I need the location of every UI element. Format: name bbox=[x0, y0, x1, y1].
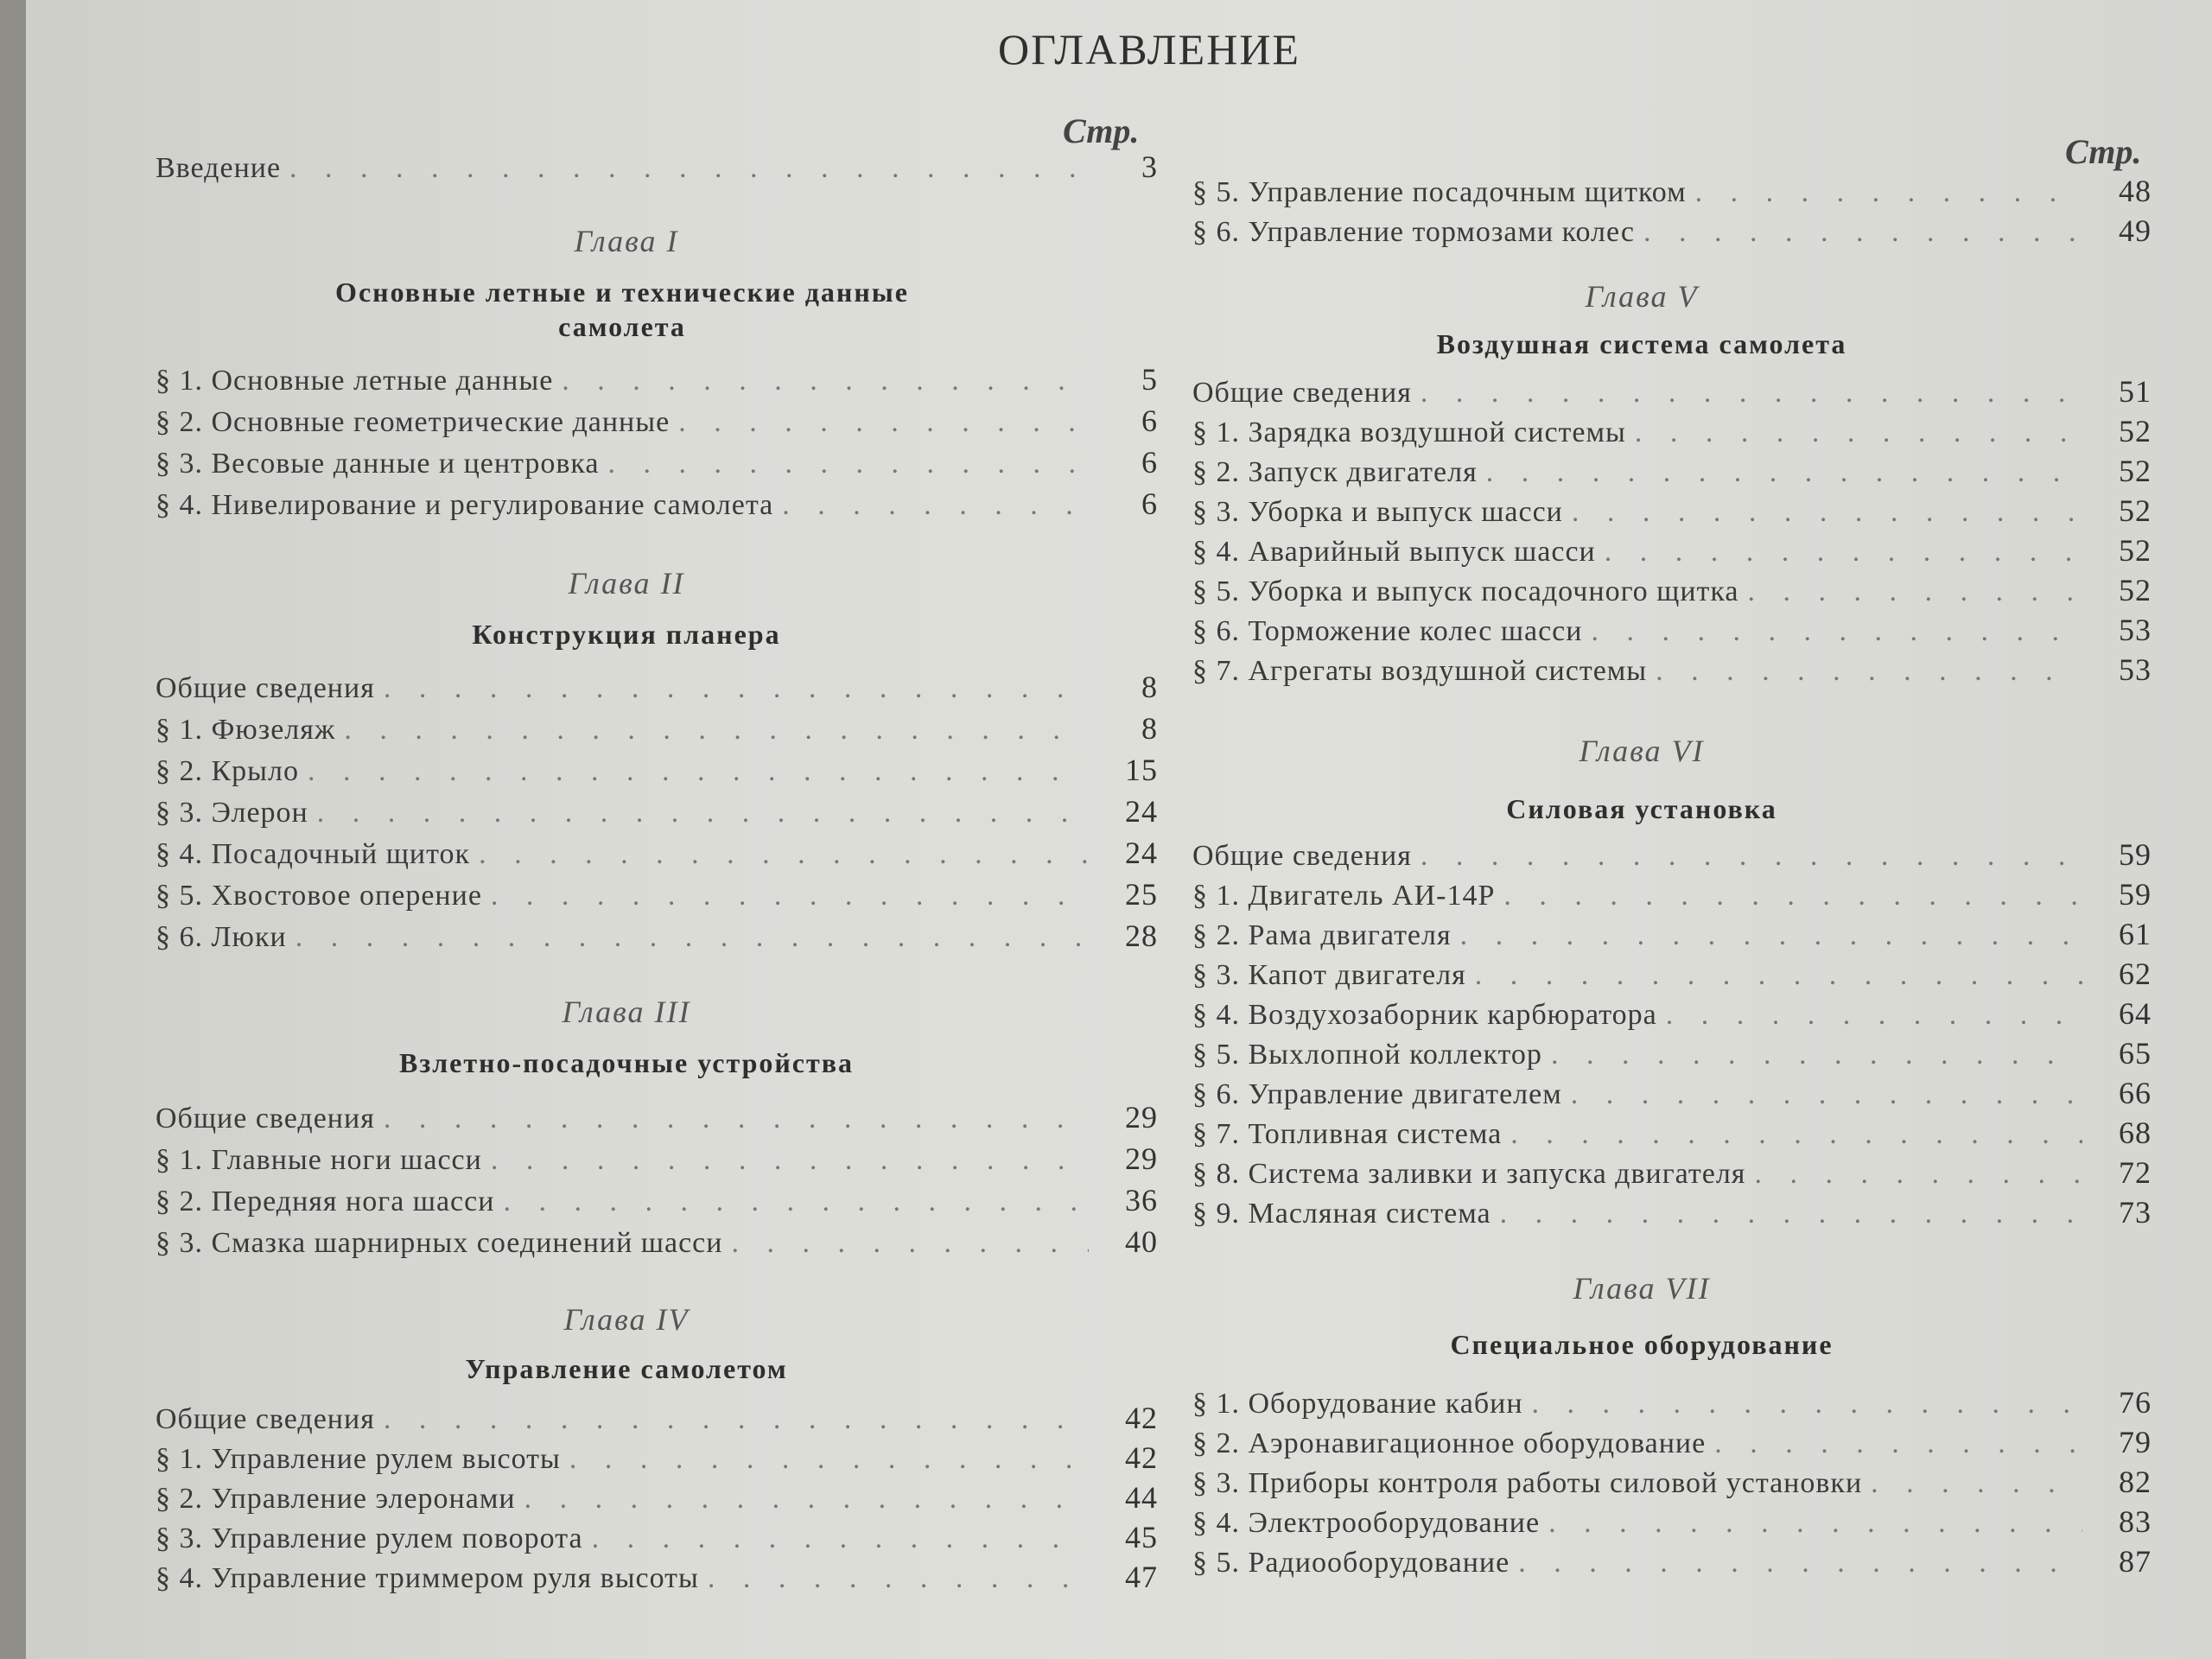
entry-page: 52 bbox=[2119, 454, 2152, 488]
toc-entry[interactable] bbox=[156, 1559, 1158, 1599]
chapter-number: Глава V bbox=[1585, 279, 1699, 314]
entry-page: 15 bbox=[1125, 753, 1158, 787]
entry-page: 52 bbox=[2119, 533, 2152, 568]
chapter-title: Взлетно-посадочные устройства bbox=[399, 1047, 854, 1078]
leader-dots bbox=[317, 797, 1089, 830]
entry-label: § 2. Запуск двигателя bbox=[1192, 456, 1478, 488]
leader-dots bbox=[1635, 416, 2082, 449]
entry-label: § 3. Уборка и выпуск шасси bbox=[1192, 496, 1563, 528]
entry-label: § 1. Двигатель АИ-14Р bbox=[1192, 880, 1496, 912]
toc-entry[interactable] bbox=[1192, 1035, 2152, 1075]
entry-page: 29 bbox=[1125, 1100, 1158, 1135]
toc-entry[interactable] bbox=[1192, 995, 2152, 1035]
toc-entry[interactable] bbox=[1192, 173, 2152, 213]
toc-entry[interactable] bbox=[1192, 916, 2152, 956]
entry-page: 82 bbox=[2119, 1465, 2152, 1499]
entry-page: 62 bbox=[2119, 957, 2152, 991]
entry-page: 68 bbox=[2119, 1116, 2152, 1150]
entry-page: 59 bbox=[2119, 837, 2152, 872]
chapter-number: Глава IV bbox=[563, 1302, 690, 1337]
entry-page: 24 bbox=[1125, 836, 1158, 870]
entry-page: 42 bbox=[1125, 1401, 1158, 1435]
toc-entry[interactable] bbox=[156, 1519, 1158, 1559]
toc-entry[interactable] bbox=[156, 710, 1158, 750]
entry-page: 42 bbox=[1125, 1440, 1158, 1475]
entry-label: § 2. Передняя нога шасси bbox=[156, 1185, 495, 1217]
entry-label: § 5. Выхлопной коллектор bbox=[1192, 1039, 1542, 1071]
entry-page: 6 bbox=[1141, 486, 1158, 521]
toc-entry[interactable] bbox=[156, 486, 1158, 525]
toc-entry[interactable] bbox=[156, 793, 1158, 833]
entry-page: 59 bbox=[2119, 877, 2152, 912]
leader-dots bbox=[708, 1562, 1089, 1595]
book-page bbox=[26, 0, 2212, 1659]
toc-left-column bbox=[156, 0, 1158, 1659]
toc-entry[interactable] bbox=[156, 876, 1158, 916]
entry-label: § 3. Приборы контроля работы силовой установки bbox=[1192, 1467, 1863, 1499]
toc-right-column bbox=[1192, 0, 2152, 1659]
entry-label: Введение bbox=[156, 152, 282, 184]
chapter-number: Глава III bbox=[562, 995, 691, 1029]
entry-label: § 1. Оборудование кабин bbox=[1192, 1388, 1523, 1420]
leader-dots bbox=[1605, 536, 2082, 569]
toc-entry[interactable] bbox=[156, 1141, 1158, 1180]
entry-page: 83 bbox=[2119, 1504, 2152, 1539]
leader-dots bbox=[1518, 1547, 2082, 1580]
entry-label: § 6. Управление двигателем bbox=[1192, 1078, 1562, 1110]
entry-page: 53 bbox=[2119, 613, 2152, 647]
leader-dots bbox=[731, 1227, 1089, 1260]
toc-entry-intro[interactable] bbox=[156, 149, 1158, 188]
entry-page: 8 bbox=[1141, 670, 1158, 704]
toc-entry[interactable] bbox=[1192, 1384, 2152, 1424]
entry-label: § 6. Торможение колес шасси bbox=[1192, 615, 1583, 647]
leader-dots bbox=[608, 448, 1089, 480]
entry-label: § 4. Электрооборудование bbox=[1192, 1507, 1541, 1539]
entry-label: § 9. Масляная система bbox=[1192, 1198, 1491, 1230]
entry-label: § 4. Нивелирование и регулирование самолета bbox=[156, 489, 774, 521]
entry-page: 44 bbox=[1125, 1480, 1158, 1515]
entry-page: 79 bbox=[2119, 1425, 2152, 1459]
entry-page: 65 bbox=[2119, 1036, 2152, 1071]
toc-entry[interactable] bbox=[156, 752, 1158, 791]
leader-dots bbox=[1656, 655, 2082, 688]
entry-page: 3 bbox=[1141, 149, 1158, 184]
leader-dots bbox=[562, 365, 1089, 397]
entry-label: Общие сведения bbox=[156, 672, 375, 704]
entry-label: § 5. Радиооборудование bbox=[1192, 1547, 1510, 1579]
leader-dots bbox=[384, 1103, 1089, 1135]
entry-page: 49 bbox=[2119, 213, 2152, 248]
chapter-title: Управление самолетом bbox=[465, 1353, 788, 1384]
entry-label: § 2. Управление элеронами bbox=[156, 1483, 516, 1515]
entry-label: § 7. Агрегаты воздушной системы bbox=[1192, 655, 1648, 687]
toc-entry[interactable] bbox=[1192, 373, 2152, 413]
leader-dots bbox=[782, 489, 1089, 522]
toc-entry[interactable] bbox=[156, 669, 1158, 709]
entry-label: § 5. Управление посадочным щитком bbox=[1192, 176, 1687, 208]
entry-page: 6 bbox=[1141, 404, 1158, 438]
leader-dots bbox=[289, 152, 1089, 185]
entry-page: 66 bbox=[2119, 1076, 2152, 1110]
entry-page: 64 bbox=[2119, 996, 2152, 1031]
leader-dots bbox=[1571, 1078, 2082, 1111]
chapter-number: Глава VII bbox=[1573, 1271, 1711, 1306]
entry-label: Общие сведения bbox=[156, 1403, 375, 1435]
page-edge bbox=[0, 0, 26, 1659]
leader-dots bbox=[1754, 1158, 2082, 1191]
entry-page: 6 bbox=[1141, 445, 1158, 480]
entry-label: Общие сведения bbox=[1192, 377, 1412, 409]
entry-label: § 2. Рама двигателя bbox=[1192, 919, 1452, 951]
chapter-title: Основные летные и технические данные самолета bbox=[335, 276, 909, 342]
toc-entry[interactable] bbox=[1192, 956, 2152, 995]
toc-entry[interactable] bbox=[156, 361, 1158, 401]
toc-entry[interactable] bbox=[1192, 652, 2152, 691]
entry-page: 73 bbox=[2119, 1195, 2152, 1230]
leader-dots bbox=[1871, 1467, 2082, 1500]
entry-label: § 4. Воздухозаборник карбюратора bbox=[1192, 999, 1657, 1031]
leader-dots bbox=[1503, 880, 2082, 912]
toc-entry[interactable] bbox=[156, 918, 1158, 957]
entry-label: § 1. Главные ноги шасси bbox=[156, 1144, 482, 1176]
toc-entry[interactable] bbox=[1192, 1464, 2152, 1503]
page-column-label: Стр. bbox=[2065, 132, 2142, 171]
entry-label: § 5. Хвостовое оперение bbox=[156, 880, 482, 912]
chapter-number: Глава I bbox=[574, 224, 679, 258]
entry-label: § 6. Люки bbox=[156, 921, 287, 953]
entry-label: § 5. Уборка и выпуск посадочного щитка bbox=[1192, 575, 1739, 607]
entry-label: § 3. Управление рулем поворота bbox=[156, 1522, 583, 1554]
entry-label: § 2. Основные геометрические данные bbox=[156, 406, 671, 438]
toc-entry[interactable] bbox=[156, 835, 1158, 874]
entry-page: 8 bbox=[1141, 711, 1158, 746]
entry-label: § 2. Аэронавигационное оборудование bbox=[1192, 1427, 1707, 1459]
entry-page: 28 bbox=[1125, 918, 1158, 953]
entry-label: Общие сведения bbox=[1192, 840, 1412, 872]
leader-dots bbox=[479, 838, 1089, 871]
toc-entry[interactable] bbox=[1192, 1424, 2152, 1464]
leader-dots bbox=[1532, 1388, 2082, 1421]
leader-dots bbox=[1714, 1427, 2082, 1460]
entry-page: 51 bbox=[2119, 374, 2152, 409]
leader-dots bbox=[1421, 377, 2082, 410]
leader-dots bbox=[1500, 1198, 2082, 1230]
entry-label: § 4. Управление триммером руля высоты bbox=[156, 1562, 699, 1594]
leader-dots bbox=[1548, 1507, 2082, 1540]
leader-dots bbox=[1695, 176, 2082, 209]
entry-label: § 1. Основные летные данные bbox=[156, 365, 554, 397]
entry-page: 52 bbox=[2119, 493, 2152, 528]
toc-entry[interactable] bbox=[156, 1182, 1158, 1222]
toc-entry[interactable] bbox=[1192, 1194, 2152, 1234]
entry-page: 52 bbox=[2119, 414, 2152, 448]
entry-page: 52 bbox=[2119, 573, 2152, 607]
entry-page: 47 bbox=[1125, 1560, 1158, 1594]
chapter-number: Глава VI bbox=[1579, 734, 1705, 768]
entry-label: § 1. Фюзеляж bbox=[156, 714, 336, 746]
entry-label: § 4. Аварийный выпуск шасси bbox=[1192, 536, 1596, 568]
toc-entry[interactable] bbox=[156, 1479, 1158, 1519]
entry-page: 29 bbox=[1125, 1141, 1158, 1176]
leader-dots bbox=[1475, 959, 2082, 992]
entry-label: § 1. Зарядка воздушной системы bbox=[1192, 416, 1626, 448]
entry-label: § 3. Элерон bbox=[156, 797, 308, 829]
leader-dots bbox=[1643, 216, 2082, 249]
toc-entry[interactable] bbox=[1192, 572, 2152, 612]
entry-label: § 7. Топливная система bbox=[1192, 1118, 1503, 1150]
entry-page: 87 bbox=[2119, 1544, 2152, 1579]
entry-label: § 4. Посадочный щиток bbox=[156, 838, 471, 870]
leader-dots bbox=[1551, 1039, 2082, 1071]
toc-entry[interactable] bbox=[1192, 612, 2152, 652]
toc-entry[interactable] bbox=[156, 444, 1158, 484]
toc-entry[interactable] bbox=[1192, 493, 2152, 532]
entry-page: 53 bbox=[2119, 652, 2152, 687]
entry-page: 36 bbox=[1125, 1183, 1158, 1217]
leader-dots bbox=[569, 1443, 1089, 1476]
chapter-title: Конструкция планера bbox=[472, 619, 781, 650]
page-column-label: Стр. bbox=[1063, 111, 1140, 150]
leader-dots bbox=[592, 1522, 1089, 1555]
leader-dots bbox=[1748, 575, 2082, 608]
entry-label: § 3. Капот двигателя bbox=[1192, 959, 1466, 991]
toc-entry[interactable] bbox=[1192, 1543, 2152, 1583]
leader-dots bbox=[1486, 456, 2082, 489]
toc-entry[interactable] bbox=[1192, 836, 2152, 876]
leader-dots bbox=[1572, 496, 2082, 529]
entry-page: 76 bbox=[2119, 1385, 2152, 1420]
leader-dots bbox=[491, 1144, 1089, 1177]
leader-dots bbox=[491, 880, 1089, 912]
entry-page: 72 bbox=[2119, 1155, 2152, 1190]
leader-dots bbox=[344, 714, 1089, 747]
chapter-number: Глава II bbox=[568, 566, 685, 601]
chapter-title: Специальное оборудование bbox=[1450, 1329, 1834, 1360]
entry-label: § 3. Смазка шарнирных соединений шасси bbox=[156, 1227, 723, 1259]
toc-entry[interactable] bbox=[1192, 413, 2152, 453]
toc-entry[interactable] bbox=[1192, 1154, 2152, 1194]
entry-label: § 8. Система заливки и запуска двигателя bbox=[1192, 1158, 1746, 1190]
toc-entry[interactable] bbox=[1192, 453, 2152, 493]
toc-entry[interactable] bbox=[156, 1400, 1158, 1440]
chapter-title: Силовая установка bbox=[1506, 793, 1777, 824]
page-title: ОГЛАВЛЕНИЕ bbox=[998, 25, 1300, 73]
entry-page: 61 bbox=[2119, 917, 2152, 951]
toc-entry[interactable] bbox=[1192, 1503, 2152, 1543]
leader-dots bbox=[1666, 999, 2082, 1032]
toc-entry[interactable] bbox=[1192, 1115, 2152, 1154]
chapter-title: Воздушная система самолета bbox=[1436, 328, 1847, 359]
leader-dots bbox=[1591, 615, 2082, 648]
entry-label: § 3. Весовые данные и центровка bbox=[156, 448, 600, 480]
leader-dots bbox=[524, 1483, 1089, 1516]
entry-label: § 1. Управление рулем высоты bbox=[156, 1443, 561, 1475]
toc-entry[interactable] bbox=[1192, 876, 2152, 916]
entry-page: 24 bbox=[1125, 794, 1158, 829]
toc-entry[interactable] bbox=[156, 403, 1158, 442]
entry-page: 40 bbox=[1125, 1224, 1158, 1259]
toc-entry[interactable] bbox=[156, 1440, 1158, 1479]
leader-dots bbox=[503, 1185, 1089, 1218]
leader-dots bbox=[308, 755, 1089, 788]
entry-page: 48 bbox=[2119, 174, 2152, 208]
leader-dots bbox=[1460, 919, 2082, 952]
toc-entry[interactable] bbox=[1192, 1075, 2152, 1115]
leader-dots bbox=[1421, 840, 2082, 873]
entry-page: 5 bbox=[1141, 362, 1158, 397]
entry-label: Общие сведения bbox=[156, 1103, 375, 1135]
entry-page: 45 bbox=[1125, 1520, 1158, 1554]
entry-page: 25 bbox=[1125, 877, 1158, 912]
leader-dots bbox=[384, 672, 1089, 705]
leader-dots bbox=[678, 406, 1089, 439]
toc-entry[interactable] bbox=[1192, 213, 2152, 252]
toc-entry[interactable] bbox=[1192, 532, 2152, 572]
leader-dots bbox=[1510, 1118, 2082, 1151]
entry-label: § 6. Управление тормозами колес bbox=[1192, 216, 1635, 248]
entry-label: § 2. Крыло bbox=[156, 755, 299, 787]
toc-entry[interactable] bbox=[156, 1224, 1158, 1263]
leader-dots bbox=[384, 1403, 1089, 1436]
leader-dots bbox=[296, 921, 1089, 954]
toc-entry[interactable] bbox=[156, 1099, 1158, 1139]
